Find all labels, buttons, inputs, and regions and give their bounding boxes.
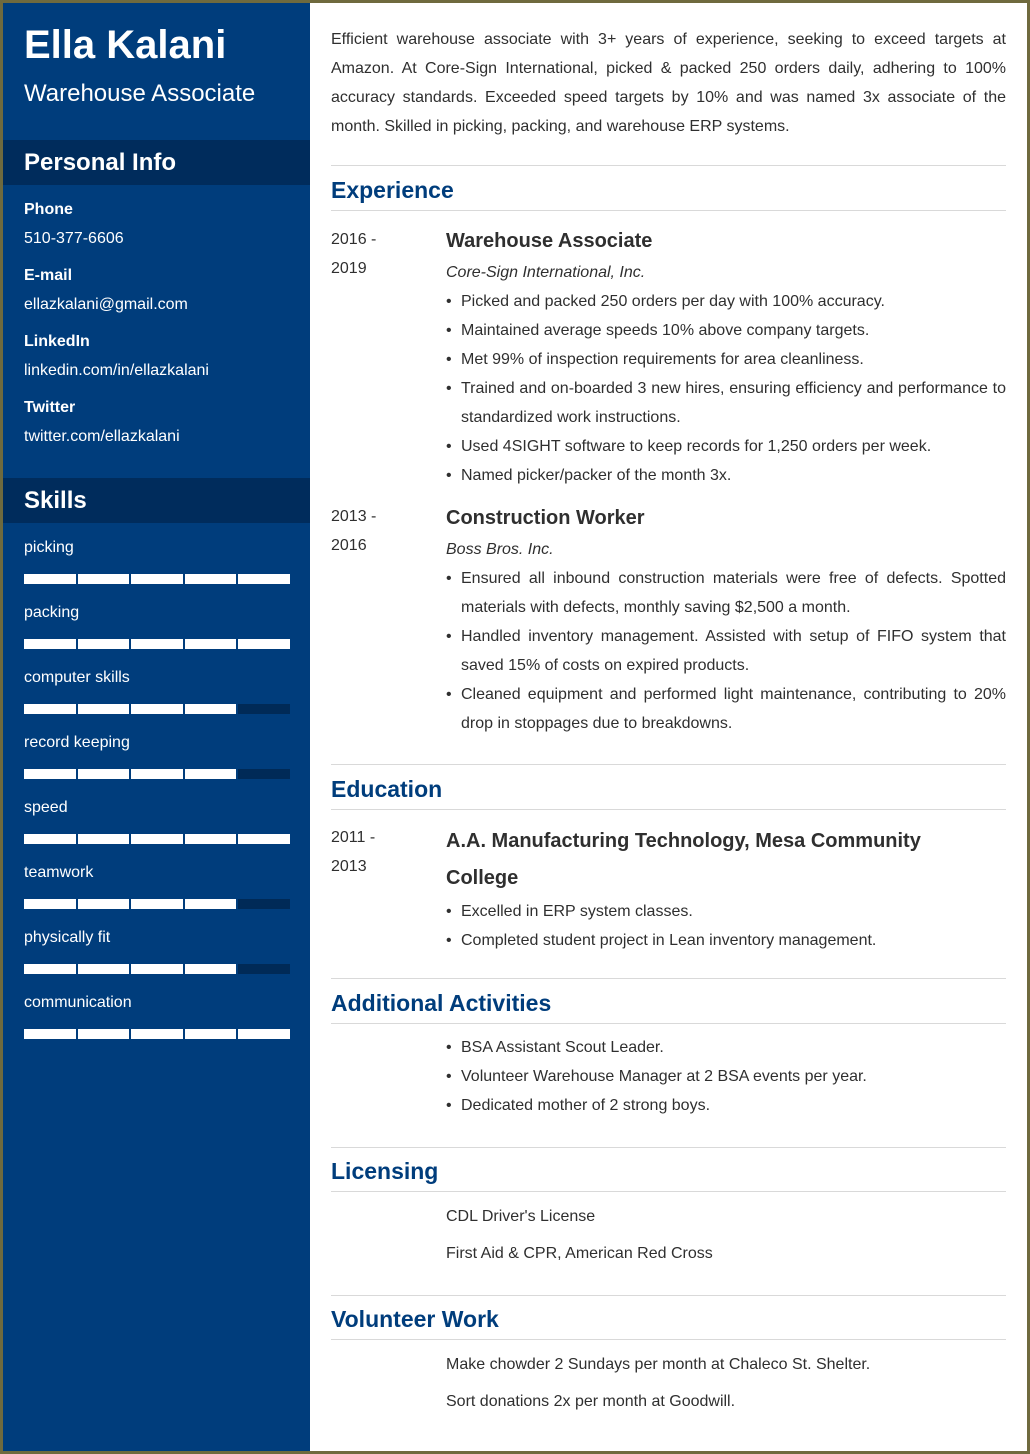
skill-segment-divider	[183, 639, 185, 649]
phone-block	[24, 200, 124, 249]
divider	[331, 210, 1006, 211]
divider	[331, 978, 1006, 979]
activities-bullets	[446, 1033, 1006, 1120]
job-title: Warehouse Associate	[446, 230, 653, 252]
bullet-item: • Excelled in ERP system classes.	[446, 897, 1006, 926]
email-block	[24, 266, 188, 315]
skill-item	[24, 603, 290, 649]
entry-body	[446, 225, 1006, 490]
skill-label: record keeping	[24, 734, 130, 751]
bullet-item: • Trained and on-boarded 3 new hires, ensuring efficiency and performance to standardized work instructions.	[446, 374, 1006, 432]
skill-segment-divider	[183, 899, 185, 909]
skill-segment-divider	[236, 704, 238, 714]
skill-segment-divider	[183, 769, 185, 779]
date-range	[331, 502, 421, 560]
skill-item	[24, 538, 290, 584]
bullet-item: • Met 99% of inspection requirements for area cleanliness.	[446, 345, 1006, 374]
bullet-item: • Volunteer Warehouse Manager at 2 BSA events per year.	[446, 1062, 1006, 1091]
bullet-item: • Ensured all inbound construction materials were free of defects. Spotted materials with defects, monthly saving $2,500 a month.	[446, 564, 1006, 622]
skill-level-fill	[24, 639, 290, 649]
volunteer-item: Sort donations 2x per month at Goodwill.	[446, 1393, 736, 1410]
divider	[331, 1191, 1006, 1192]
divider	[331, 1147, 1006, 1148]
skill-item	[24, 798, 290, 844]
skill-segment-divider	[76, 834, 78, 844]
skill-segment-divider	[236, 574, 238, 584]
skill-item	[24, 863, 290, 909]
entry-body	[446, 823, 1006, 955]
skill-level-bar	[24, 769, 290, 779]
bullet-item: • Used 4SIGHT software to keep records for 1,250 orders per week.	[446, 432, 1006, 461]
job-title: Construction Worker	[446, 507, 645, 529]
date-start: 2013 -	[331, 508, 377, 525]
skill-level-fill	[24, 1029, 290, 1039]
skill-segment-divider	[129, 834, 131, 844]
divider	[331, 165, 1006, 166]
date-start: 2011 -	[331, 829, 376, 846]
entry-body	[446, 1198, 1006, 1272]
skill-segment-divider	[76, 964, 78, 974]
linkedin-block	[24, 332, 209, 381]
skill-level-bar	[24, 899, 290, 909]
linkedin-value: linkedin.com/in/ellazkalani	[24, 362, 209, 379]
bullet-item: • Picked and packed 250 orders per day with 100% accuracy.	[446, 287, 1006, 316]
experience-heading: Experience	[331, 177, 454, 203]
bullet-item: • Dedicated mother of 2 strong boys.	[446, 1091, 1006, 1120]
skill-segment-divider	[129, 1029, 131, 1039]
skill-segment-divider	[129, 899, 131, 909]
divider	[331, 1295, 1006, 1296]
entry-body	[446, 502, 1006, 738]
skill-segment-divider	[129, 639, 131, 649]
skill-segment-divider	[236, 964, 238, 974]
skill-segment-divider	[183, 574, 185, 584]
linkedin-label: LinkedIn	[24, 333, 90, 350]
company-name: Boss Bros. Inc.	[446, 541, 554, 558]
skill-segment-divider	[236, 834, 238, 844]
skill-item	[24, 928, 290, 974]
skill-segment-divider	[76, 704, 78, 714]
activities-heading: Additional Activities	[331, 990, 552, 1016]
skill-label: packing	[24, 604, 80, 621]
divider	[331, 1023, 1006, 1024]
date-end: 2013	[331, 858, 367, 875]
skill-segment-divider	[76, 899, 78, 909]
skill-label: teamwork	[24, 864, 94, 881]
personal-info-heading: Personal Info	[3, 140, 310, 185]
license-item: First Aid & CPR, American Red Cross	[446, 1245, 713, 1262]
job-bullets	[446, 287, 1006, 490]
education-bullets	[446, 897, 1006, 955]
skill-level-bar	[24, 704, 290, 714]
skill-segment-divider	[236, 639, 238, 649]
skill-segment-divider	[129, 574, 131, 584]
bullet-item: • Completed student project in Lean inventory management.	[446, 926, 1006, 955]
skill-label: communication	[24, 994, 132, 1011]
skill-label: computer skills	[24, 669, 130, 686]
company-name: Core-Sign International, Inc.	[446, 264, 646, 281]
volunteer-heading: Volunteer Work	[331, 1306, 499, 1332]
license-item: CDL Driver's License	[446, 1208, 596, 1225]
divider	[331, 809, 1006, 810]
skill-segment-divider	[129, 964, 131, 974]
skill-item	[24, 668, 290, 714]
bullet-item: • Named picker/packer of the month 3x.	[446, 461, 1006, 490]
job-bullets	[446, 564, 1006, 738]
degree-title: A.A. Manufacturing Technology, Mesa Community College	[446, 830, 921, 889]
twitter-block	[24, 398, 180, 447]
candidate-role: Warehouse Associate	[24, 80, 256, 107]
date-end: 2019	[331, 260, 367, 277]
skill-label: physically fit	[24, 929, 111, 946]
skill-item	[24, 993, 290, 1039]
skill-segment-divider	[236, 1029, 238, 1039]
skill-segment-divider	[183, 964, 185, 974]
skill-segment-divider	[129, 769, 131, 779]
skill-level-fill	[24, 834, 290, 844]
bullet-item: • BSA Assistant Scout Leader.	[446, 1033, 1006, 1062]
volunteer-item: Make chowder 2 Sundays per month at Chaleco St. Shelter.	[446, 1356, 871, 1373]
bullet-item: • Cleaned equipment and performed light maintenance, contributing to 20% drop in stoppages due to breakdowns.	[446, 680, 1006, 738]
date-end: 2016	[331, 537, 367, 554]
skill-level-bar	[24, 574, 290, 584]
skill-segment-divider	[236, 769, 238, 779]
skill-segment-divider	[76, 1029, 78, 1039]
skill-level-bar	[24, 639, 290, 649]
twitter-value: twitter.com/ellazkalani	[24, 428, 180, 445]
skills-heading: Skills	[3, 478, 310, 523]
skill-segment-divider	[183, 704, 185, 714]
divider	[331, 764, 1006, 765]
skill-segment-divider	[183, 1029, 185, 1039]
candidate-name: Ella Kalani	[24, 23, 227, 67]
divider	[331, 1339, 1006, 1340]
skill-level-bar	[24, 1029, 290, 1039]
date-range	[331, 225, 421, 283]
summary-text: Efficient warehouse associate with 3+ years of experience, seeking to exceed targets at Amazon. At Core-Sign International, picked & packed 250 orders daily, adhering to 100% accuracy standards. Exceeded speed targets by 10% and was named 3x associate of the month. Skilled in picking, packing, and warehouse ERP systems.	[331, 31, 1006, 135]
education-heading: Education	[331, 776, 443, 802]
twitter-label: Twitter	[24, 399, 76, 416]
skill-segment-divider	[76, 574, 78, 584]
entry-body	[446, 1346, 1006, 1420]
entry-body	[446, 1033, 1006, 1120]
skill-level-bar	[24, 964, 290, 974]
skill-label: picking	[24, 539, 74, 556]
skill-segment-divider	[183, 834, 185, 844]
sidebar	[3, 3, 310, 1451]
skill-segment-divider	[76, 639, 78, 649]
skill-segment-divider	[129, 704, 131, 714]
phone-label: Phone	[24, 201, 73, 218]
skill-segment-divider	[236, 899, 238, 909]
licensing-heading: Licensing	[331, 1158, 439, 1184]
bullet-item: • Handled inventory management. Assisted with setup of FIFO system that saved 15% of costs on expired products.	[446, 622, 1006, 680]
skill-level-fill	[24, 574, 290, 584]
date-start: 2016 -	[331, 231, 377, 248]
skill-segment-divider	[76, 769, 78, 779]
resume-page	[3, 3, 1027, 1451]
skill-level-bar	[24, 834, 290, 844]
email-value: ellazkalani@gmail.com	[24, 296, 188, 313]
skill-label: speed	[24, 799, 68, 816]
email-label: E-mail	[24, 267, 73, 284]
phone-value: 510-377-6606	[24, 230, 124, 247]
date-range	[331, 823, 421, 881]
bullet-item: • Maintained average speeds 10% above company targets.	[446, 316, 1006, 345]
skill-item	[24, 733, 290, 779]
